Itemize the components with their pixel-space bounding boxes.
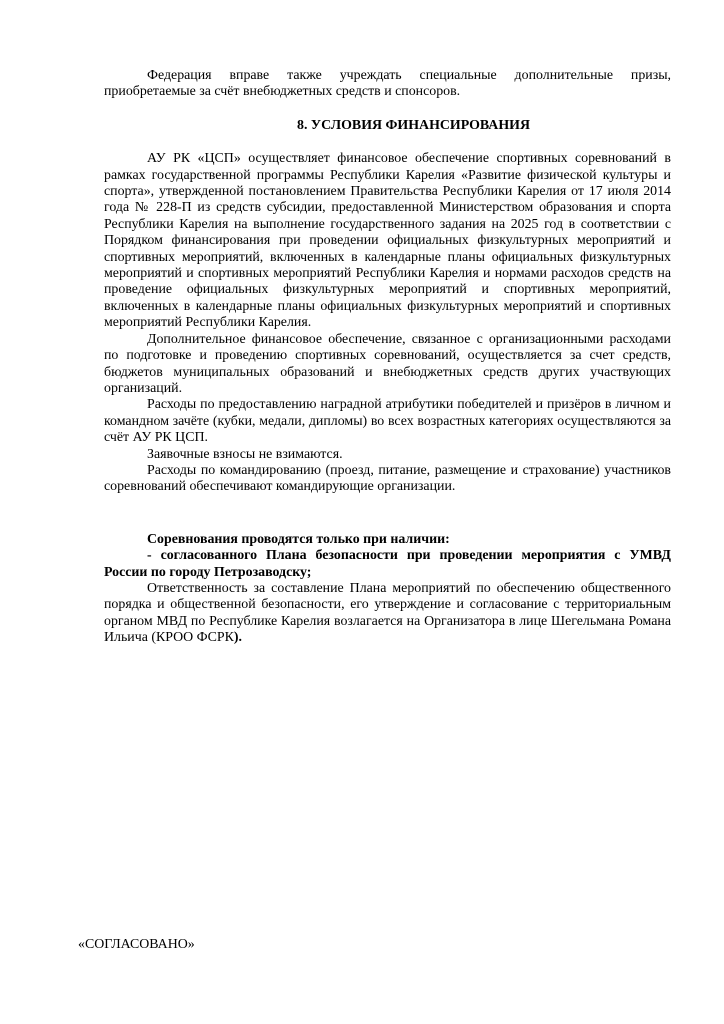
entry-fees-paragraph: Заявочные взносы не взимаются.	[147, 446, 343, 462]
section-heading: 8. УСЛОВИЯ ФИНАНСИРОВАНИЯ	[297, 117, 530, 133]
document-body	[104, 68, 671, 647]
approval-label: «СОГЛАСОВАНО»	[78, 937, 195, 952]
responsibility-text: Ответственность за составление Плана мероприятий по обеспечению общественного порядка и общественной безопасности, его утверждение и согласование с территориальным органом МВД по Республике Карелия возлагается на Организатора в лице Шегельмана Романа Ильича (КРОО ФСРК	[104, 580, 671, 646]
conditions-item: - согласованного Плана безопасности при проведении мероприятия с УМВД России по городу Петрозаводску;	[104, 548, 671, 580]
financing-paragraph: АУ РК «ЦСП» осуществляет финансовое обеспечение спортивных соревнований в рамках государственной программы Республики Карелия «Развитие физической культуры и спорта», утвержденной постановлением Правительства Республики Карелия от 17 июля 2014 года № 228-П из средств субсидии, предоставленной Министерством образования и спорта Республики Карелия на выполнение государственного задания на 2025 год в соответствии с Порядком финансирования при проведении официальных физкультурных мероприятий и спортивных мероприятий, включенных в календарные планы официальных физкультурных мероприятий и спортивных мероприятий Республики Карелия и нормами расходов средств на проведение официальных физкультурных мероприятий и спортивных мероприятий, включенных в календарные планы официальных физкультурных мероприятий и спортивных мероприятий Республики Карелия.	[104, 151, 671, 331]
awards-expenses-paragraph: Расходы по предоставлению наградной атрибутики победителей и призёров в личном и командном зачёте (кубки, медали, дипломы) во всех возрастных категориях осуществляются за счёт АУ РК ЦСП.	[104, 397, 671, 446]
conditions-title: Соревнования проводятся только при наличии:	[147, 531, 450, 547]
responsibility-end: ).	[233, 630, 243, 646]
responsibility-paragraph	[104, 581, 671, 647]
additional-funding-paragraph: Дополнительное финансовое обеспечение, связанное с организационными расходами по подготовке и проведению спортивных соревнований, осуществляется за счет средств, бюджетов муниципальных образований и внебюджетных средств других участвующих организаций.	[104, 331, 671, 396]
intro-paragraph: Федерация вправе также учреждать специальные дополнительные призы, приобретаемые за счёт внебюджетных средств и спонсоров.	[104, 68, 671, 100]
travel-expenses-paragraph: Расходы по командированию (проезд, питание, размещение и страхование) участников соревнований обеспечивают командирующие организации.	[104, 462, 671, 495]
